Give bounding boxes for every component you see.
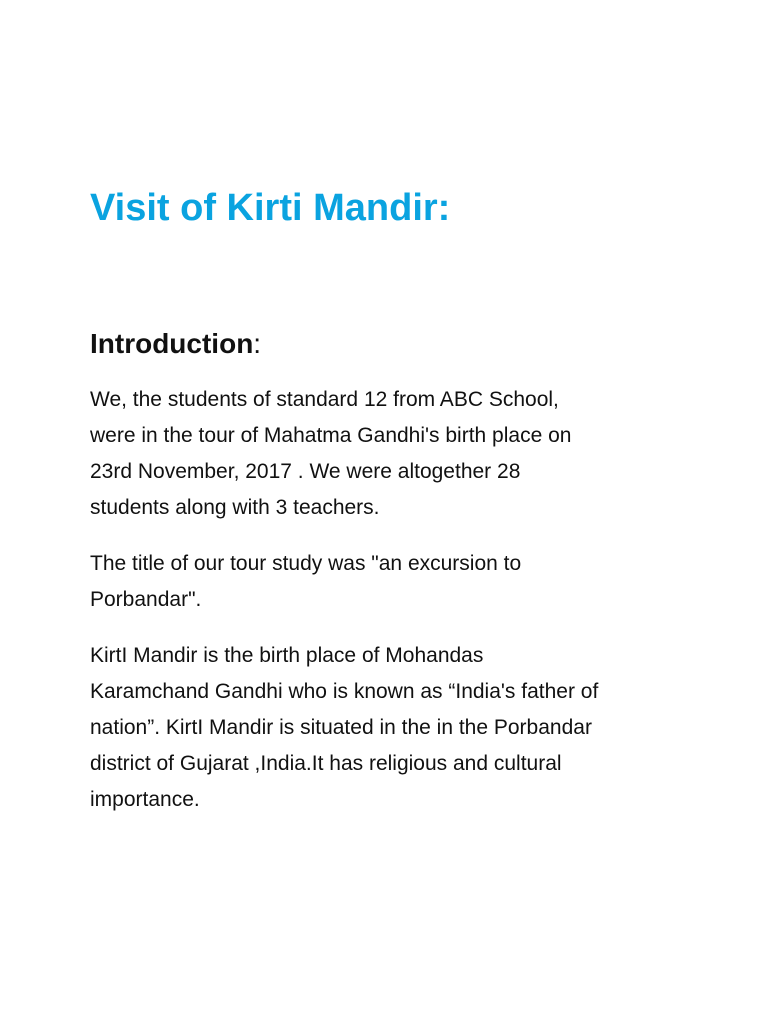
paragraph-line: were in the tour of Mahatma Gandhi's birth place on	[90, 424, 572, 447]
paragraph-line: Porbandar".	[90, 588, 202, 611]
section-heading-colon: :	[253, 328, 262, 359]
paragraph-line: district of Gujarat ,India.It has religious and cultural	[90, 752, 562, 775]
document-title: Visit of Kirti Mandir:	[90, 187, 451, 229]
paragraph-line: The title of our tour study was "an excursion to	[90, 552, 522, 575]
paragraph-line: Karamchand Gandhi who is known as “India's father of	[90, 680, 599, 703]
paragraph-line: We, the students of standard 12 from ABC School,	[90, 388, 559, 411]
paragraph-line: students along with 3 teachers.	[90, 496, 380, 519]
paragraph-1	[90, 382, 690, 526]
paragraph-2	[90, 546, 690, 618]
paragraph-line: importance.	[90, 788, 200, 811]
section-heading	[90, 324, 261, 364]
paragraph-3	[90, 638, 690, 818]
paragraph-line: KirtI Mandir is the birth place of Mohandas	[90, 644, 484, 667]
paragraph-line: nation”. KirtI Mandir is situated in the in the Porbandar	[90, 716, 592, 739]
paragraph-line: 23rd November, 2017 . We were altogether 28	[90, 460, 521, 483]
section-heading-text: Introduction	[90, 328, 254, 359]
